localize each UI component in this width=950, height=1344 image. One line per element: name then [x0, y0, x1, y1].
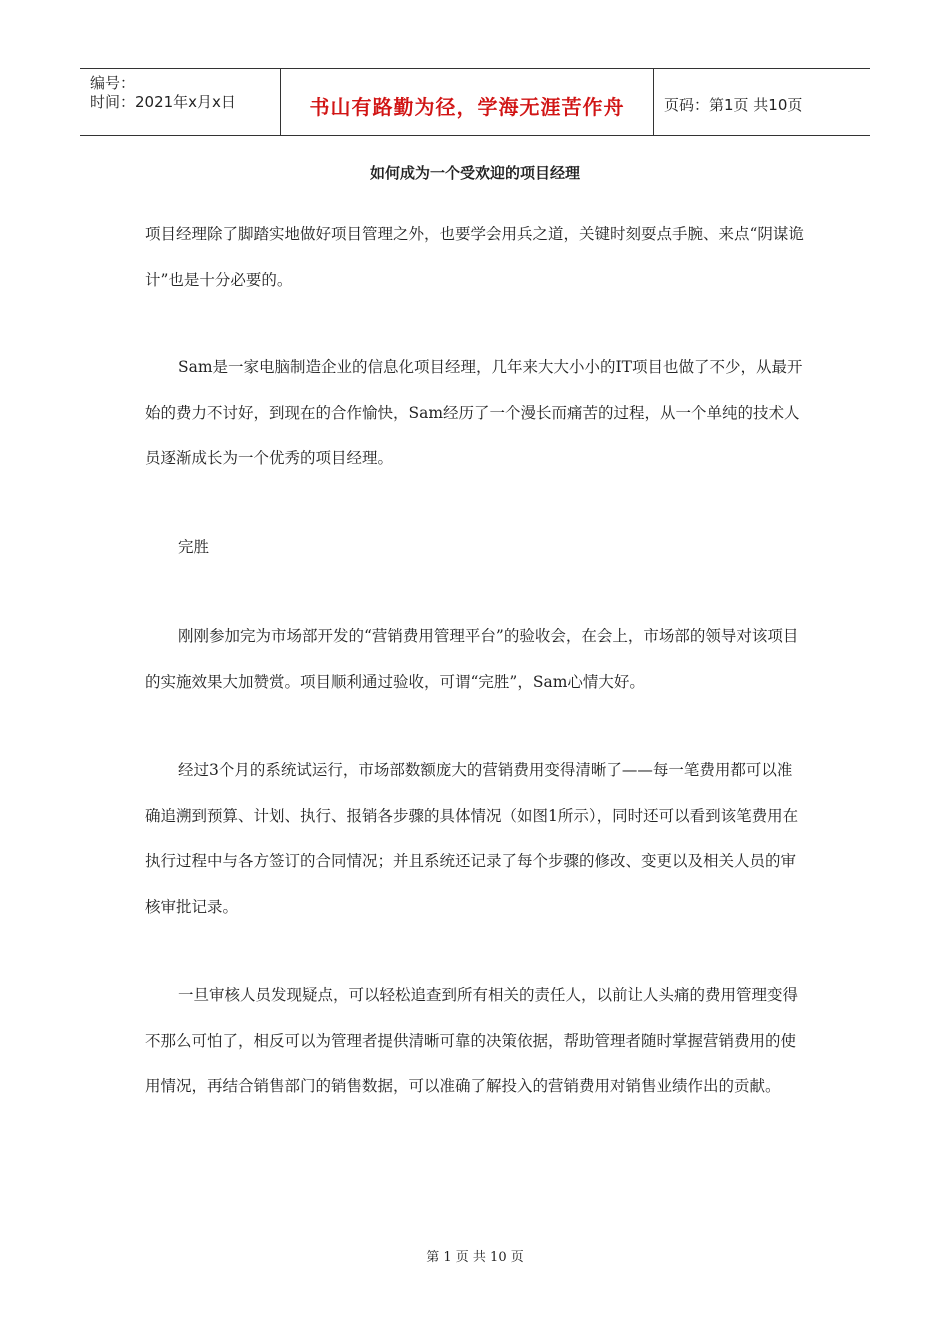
- paragraph-audit-benefits: 一旦审核人员发现疑点，可以轻松追查到所有相关的责任人，以前让人头痛的费用管理变得不那么可怕了，相反可以为管理者提供清晰可靠的决策依据，帮助管理者随时掌握营销费用的使用情况，再结合销售部门的销售数据，可以准确了解投入的营销费用对销售业绩作出的贡献。: [145, 986, 799, 1095]
- header-page-cell: [654, 69, 870, 135]
- paragraph-acceptance-meeting: 刚刚参加完为市场部开发的“营销费用管理平台”的验收会，在会上，市场部的领导对该项目的实施效果大加赞赏。项目顺利通过验收，可谓“完胜”，Sam心情大好。: [145, 627, 799, 691]
- section-heading-victory: 完胜: [178, 538, 210, 556]
- header-motto-cell: [281, 69, 654, 135]
- document-header: [80, 68, 870, 136]
- document-title: 如何成为一个受欢迎的项目经理: [369, 164, 580, 182]
- header-page-info: 页码：第1页 共10页: [664, 96, 803, 114]
- page-footer: 第 1 页 共 10 页: [426, 1250, 524, 1265]
- paragraph-trial-run: 经过3个月的系统试运行，市场部数额庞大的营销费用变得清晰了——每一笔费用都可以准确追溯到预算、计划、执行、报销各步骤的具体情况（如图1所示），同时还可以看到该笔费用在执行过程中与各方签订的合同情况；并且系统还记录了每个步骤的修改、变更以及相关人员的审核审批记录。: [145, 761, 799, 916]
- document-time-label: 时间：2021年x月x日: [90, 93, 236, 111]
- document-number-label: 编号：: [90, 74, 136, 92]
- paragraph-sam-background: Sam是一家电脑制造企业的信息化项目经理，几年来大大小小的IT项目也做了不少，从最开始的费力不讨好，到现在的合作愉快，Sam经历了一个漫长而痛苦的过程，从一个单纯的技术人员逐渐成长为一个优秀的项目经理。: [145, 358, 803, 467]
- header-meta-cell: [80, 69, 281, 135]
- header-motto: 书山有路勤为径，学海无涯苦作舟: [309, 95, 625, 119]
- paragraph-intro: 项目经理除了脚踏实地做好项目管理之外，也要学会用兵之道，关键时刻耍点手腕、来点“阴谋诡计”也是十分必要的。: [145, 225, 804, 289]
